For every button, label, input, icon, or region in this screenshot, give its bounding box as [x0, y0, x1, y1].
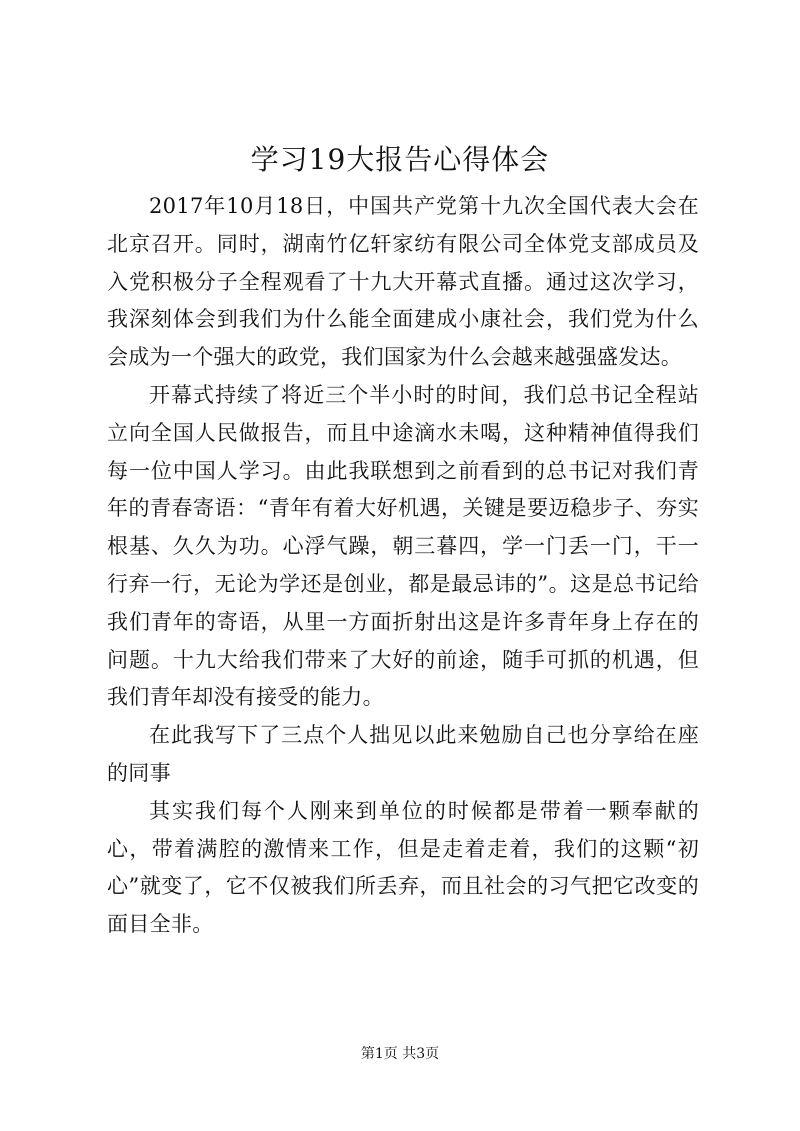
page-footer: 第1页 共3页 [360, 1046, 440, 1062]
paragraph-1: 2017年10月18日，中国共产党第十九次全国代表大会在北京召开。同时，湖南竹亿轩家纺有限公司全体党支部成员及入党积极分子全程观看了十九大开幕式直播。通过这次学习，我深刻体会到我们为什么能全面建成小康社会，我们党为什么会成为一个强大的政党，我们国家为什么会越来越强盛发达。 [107, 194, 699, 370]
paragraph-4: 其实我们每个人刚来到单位的时候都是带着一颗奉献的心，带着满腔的激情来工作，但是走着走着，我们的这颗“初心”就变了，它不仅被我们所丢弃，而且社会的习气把它改变的面目全非。 [107, 798, 699, 937]
document-body [107, 188, 699, 944]
paragraph-3: 在此我写下了三点个人拙见以此来勉励自己也分享给在座的同事 [107, 723, 699, 785]
paragraph-2: 开幕式持续了将近三个半小时的时间，我们总书记全程站立向全国人民做报告，而且中途滴水未喝，这种精神值得我们每一位中国人学习。由此我联想到之前看到的总书记对我们青年的青春寄语：“青年有着大好机遇，关键是要迈稳步子、夯实根基、久久为功。心浮气躁，朝三暮四，学一门丢一门，干一行弃一行，无论为学还是创业，都是最忌讳的”。这是总书记给我们青年的寄语，从里一方面折射出这是许多青年身上存在的问题。十九大给我们带来了大好的前途，随手可抓的机遇，但我们青年却没有接受的能力。 [107, 382, 699, 710]
document-title: 学习19大报告心得体会 [250, 143, 550, 176]
